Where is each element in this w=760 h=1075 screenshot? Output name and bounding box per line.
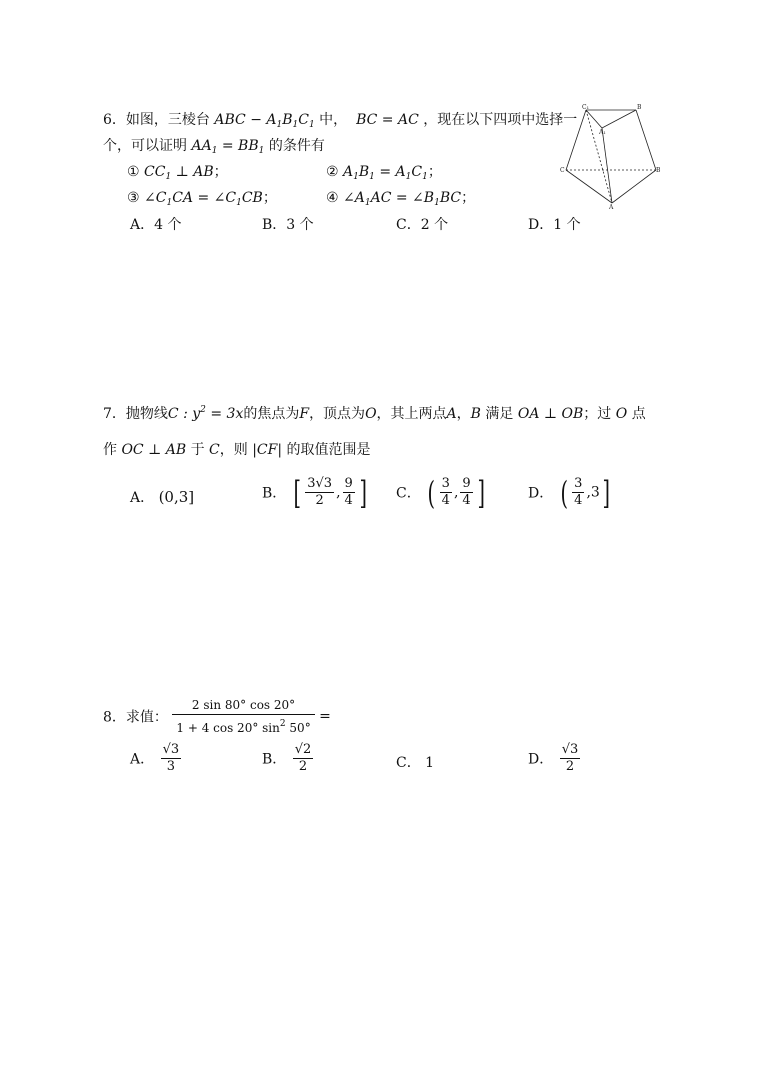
q6-opt3-sep: ； [262,190,277,206]
edge-a-b [612,170,656,203]
q6-option-2 [326,161,442,182]
edge-c1-a-hidden [586,110,612,203]
q8-expression: $\frac{2 \sin 80^\circ \cos 20^\circ}{1 + 4 \cos 20^\circ \sin^2 50^\circ}$ [172,696,314,737]
q6-line1-mid: 中， [319,112,348,128]
edge-a1-b1 [602,110,636,128]
q7-line2-mid: 于 [190,442,205,458]
q6-opt2-sep: ； [427,164,442,180]
q8-choice-a-frac: $\frac{√3}{3}$ [162,742,180,774]
q8-equals: = [319,708,331,725]
q7-line1-rest: ，其上两点 [376,406,447,422]
q7-line2-then: ，则 [219,442,248,458]
label-b1: B [637,104,642,111]
label-c: C [560,167,565,174]
q8-prefix: 8．求值： [103,709,168,726]
q7-point-b: B [470,406,481,422]
q7-choice-c-label: C． [396,485,421,502]
q7-choice-b-frac2: $\frac{9}{4}$ [344,476,353,508]
q7-choice-c: C． ( $\frac{3}{4}$ , $\frac{9}{4}$ ] [396,473,485,512]
q6-option-1 [127,161,228,182]
q7-choice-a-label: A． [130,490,155,506]
q6-choice-a: A．4 个 [130,217,182,233]
label-b: B [656,167,661,174]
q6-opt2-num: ② [326,164,339,180]
q8-choice-d-label: D． [528,751,554,768]
q7-o-point: O [615,406,628,422]
q7-point-c: C [209,442,220,458]
q6-option-3 [127,187,277,208]
q6-opt1-sep: ； [213,164,228,180]
label-a1: A₁ [599,129,606,136]
q7-vertex-o: O [365,406,377,422]
q7-vertex-text: ，顶点为 [309,406,366,422]
q6-choice-b: B．3 个 [262,217,314,233]
q7-line1 [103,403,646,423]
q8-choice-b-label: B． [262,751,287,768]
q6-opt1-num: ① [127,164,140,180]
q8-choice-c-value: 1 [425,755,435,771]
q8-line [103,696,331,736]
q6-opt2-expr: $A_1B_1 = A_1C_1$ [343,164,428,182]
q7-perp-cond: OA ⊥ OB [517,406,584,422]
q6-opt3-num: ③ [127,190,140,206]
q7-choice-b-rbracket: ] [359,473,367,512]
q6-opt4-expr: $\angle A_1AC$ = $\angle B_1BC$ [343,190,462,208]
q7-focus-f: F [299,406,310,422]
q8-choice-b [262,742,315,782]
q7-choice-a [130,479,194,515]
q6-choice-d: D．1 个 [528,217,581,233]
edge-b-b1 [636,110,656,170]
q6-opt1-expr: $CC_1$ ⊥ AB [144,164,214,182]
q6-line1-suffix: ，现在以下四项中选择一 [423,112,578,128]
q8-choice-b-frac: $\frac{√2}{2}$ [294,742,312,774]
q6-condition-bc-ac: BC = AC [351,112,419,128]
q8-choice-a-label: A． [130,751,155,768]
q7-parabola-eq: C : $y^2 = 3x$ [167,405,244,422]
q7-choice-d: D． ( $\frac{3}{4}$ ,3] [528,473,610,512]
q6-goal-expression: $AA_1 = BB_1$ [191,138,265,156]
q8-choice-a [130,742,183,782]
q6-frustum-name: ABC − $A_1B_1C_1$ [214,112,315,130]
q7-cf-abs: |CF| [252,442,283,458]
q7-choice-a-value: (0,3] [158,488,195,506]
q8-choice-c-label: C． [396,755,421,771]
label-a: A [609,204,614,210]
q7-line1-end: ；过 [583,406,612,422]
q6-opt3-expr: $\angle C_1CA$ = $\angle C_1CB$ [144,190,263,208]
q7-choice-b-label: B． [262,485,287,502]
q6-line1-prefix: 6．如图，三棱台 [103,112,210,128]
q7-line2-prefix: 作 [103,442,117,458]
q6-opt4-sep: ； [461,190,476,206]
q7-choice-b-lbracket: [ [293,473,301,512]
q7-oc-perp-ab: OC ⊥ AB [121,442,187,458]
edge-a-a1 [602,128,612,203]
q6-choice-c: C．2 个 [396,217,449,233]
q6-line2 [103,135,325,156]
q7-choice-d-rbracket: ] [602,473,610,512]
q7-comma: ， [456,406,471,422]
q8-choice-d-frac: $\frac{√3}{2}$ [561,742,579,774]
q7-choice-b-frac1: $\frac{3√3}{2}$ [307,476,333,508]
edge-c-a [566,170,612,203]
edge-c-c1 [566,110,586,170]
q7-choice-d-frac1: $\frac{3}{4}$ [574,476,583,508]
q7-choice-d-lparen: ( [560,473,568,512]
q7-choice-d-label: D． [528,485,554,502]
label-c1: C₁ [582,104,589,111]
q7-choice-c-lparen: ( [427,473,436,512]
q7-choice-b: B． [ $\frac{3√3}{2}$ , $\frac{9}{4}$ ] [262,473,367,512]
q7-satisfy: 满足 [485,406,514,422]
q8-choice-c [396,752,434,772]
q6-option-4 [326,187,475,208]
q7-line1-prefix: 7．抛物线 [103,406,168,422]
q6-line2-suffix: 的条件有 [268,138,325,154]
q8-choice-d [528,742,582,782]
q7-point-a: A [446,406,457,422]
q7-choice-c-frac2: $\frac{9}{4}$ [462,476,471,508]
q6-frustum-figure [556,100,666,210]
q7-choice-c-frac1: $\frac{3}{4}$ [441,476,450,508]
q7-point-word: 点 [631,406,646,422]
q6-line2-prefix: 个，可以证明 [103,138,187,154]
q7-line2 [103,439,371,459]
q6-opt4-num: ④ [326,190,339,206]
q7-line2-end: 的取值范围是 [286,442,371,458]
q7-line1-mid: 的焦点为 [243,406,300,422]
q6-line1 [103,109,577,130]
q7-choice-c-rbracket: ] [477,473,485,512]
